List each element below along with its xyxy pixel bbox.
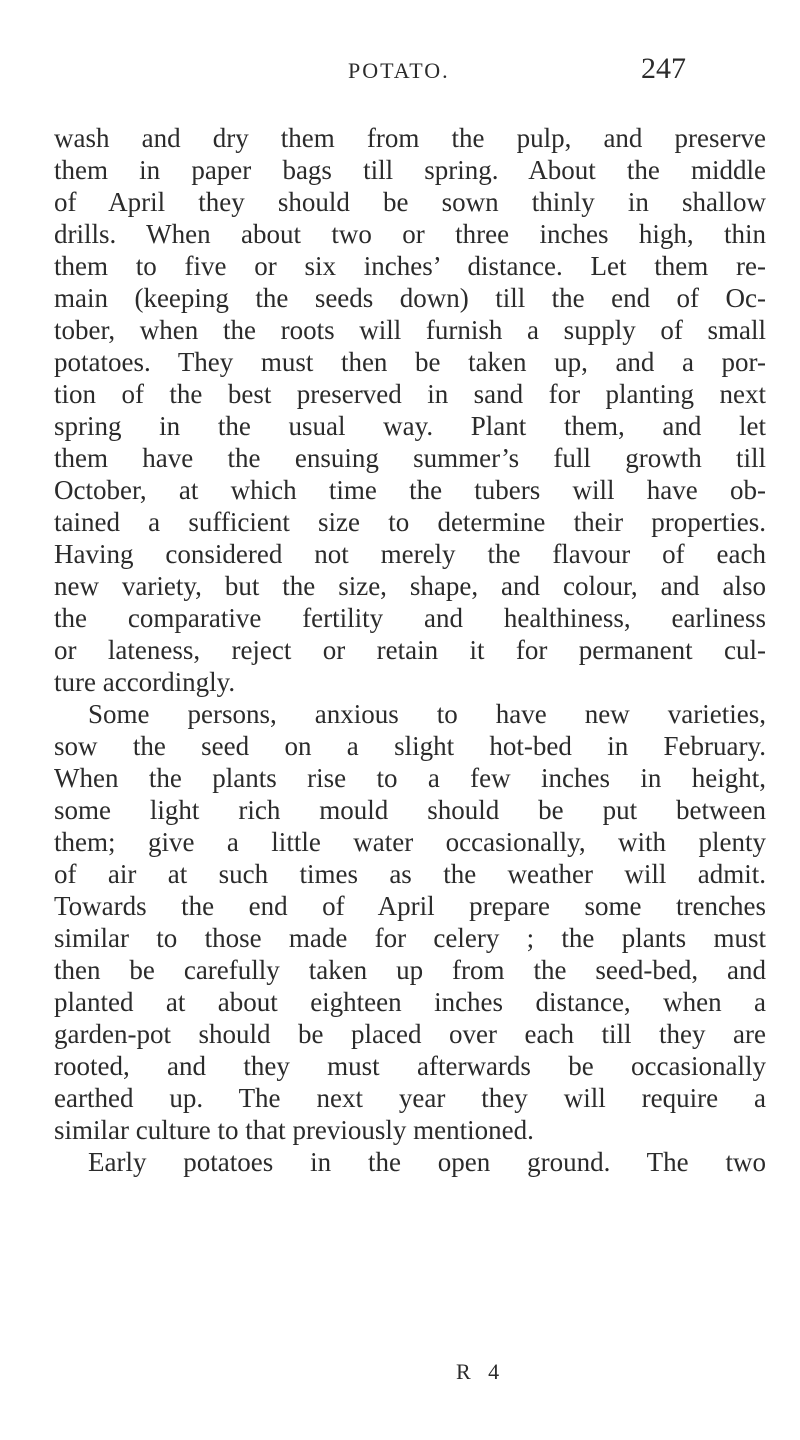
text-line: tion of the best preserved in sand for planting next <box>54 379 766 409</box>
text-line: them in paper bags till spring. About the middle <box>54 155 766 185</box>
paragraph-start-line: Some persons, anxious to have new varieties, <box>88 699 766 729</box>
text-line: potatoes. They must then be taken up, and a por- <box>54 347 766 377</box>
paragraph-start-line: Early potatoes in the open ground. The two <box>88 1147 766 1177</box>
text-line: of air at such times as the weather will admit. <box>54 859 766 889</box>
text-line: garden-pot should be placed over each till they are <box>54 1019 766 1049</box>
text-line: sow the seed on a slight hot-bed in February. <box>54 731 766 761</box>
text-line: Towards the end of April prepare some trenches <box>54 891 766 921</box>
text-line: them to five or six inches’ distance. Let them re- <box>54 251 766 281</box>
page-number: 247 <box>641 52 686 85</box>
text-line: them have the ensuing summer’s full growth till <box>54 443 766 473</box>
text-line: rooted, and they must afterwards be occasionally <box>54 1051 766 1081</box>
text-line: October, at which time the tubers will have ob- <box>54 475 766 505</box>
text-line: them; give a little water occasionally, with plenty <box>54 827 766 857</box>
text-line: similar to those made for celery ; the plants must <box>54 923 766 953</box>
text-line: the comparative fertility and healthiness, earliness <box>54 603 766 633</box>
text-line: or lateness, reject or retain it for permanent cul- <box>54 635 766 665</box>
text-line: then be carefully taken up from the seed-bed, and <box>54 955 766 985</box>
paragraph-end-line: similar culture to that previously mentioned. <box>54 1115 534 1145</box>
text-line: When the plants rise to a few inches in height, <box>54 763 766 793</box>
body-text <box>54 122 766 1178</box>
text-line: drills. When about two or three inches high, thin <box>54 219 766 249</box>
text-line: earthed up. The next year they will require a <box>54 1083 766 1113</box>
running-title: POTATO. <box>348 58 450 83</box>
text-line: tober, when the roots will furnish a supply of small <box>54 315 766 345</box>
signature-mark: R 4 <box>456 1359 506 1384</box>
text-line: tained a sufficient size to determine their properties. <box>54 507 766 537</box>
text-line: main (keeping the seeds down) till the end of Oc- <box>54 283 766 313</box>
text-line: spring in the usual way. Plant them, and let <box>54 411 766 441</box>
paragraph-end-line: ture accordingly. <box>54 667 236 697</box>
text-line: some light rich mould should be put between <box>54 795 766 825</box>
text-line: Having considered not merely the flavour of each <box>54 539 766 569</box>
text-line: of April they should be sown thinly in shallow <box>54 187 766 217</box>
text-line: new variety, but the size, shape, and colour, and also <box>54 571 766 601</box>
text-line: wash and dry them from the pulp, and preserve <box>54 123 766 153</box>
text-line: planted at about eighteen inches distance, when a <box>54 987 766 1017</box>
